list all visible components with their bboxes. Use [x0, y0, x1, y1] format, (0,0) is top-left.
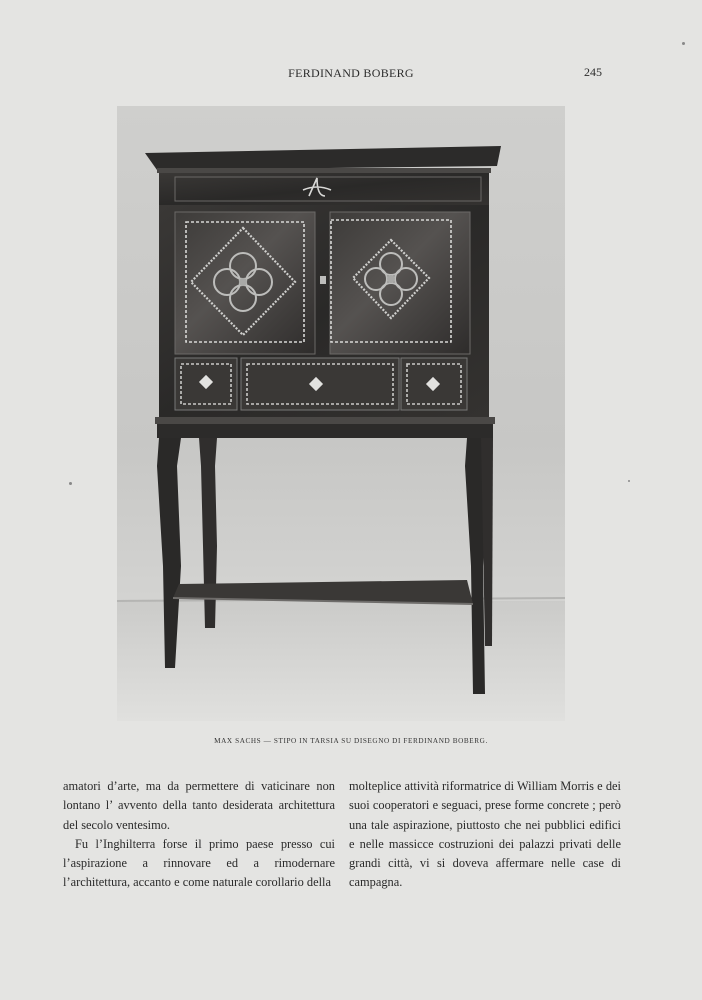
cabinet-right-door: [330, 212, 470, 354]
paper-speck: [628, 480, 630, 482]
text-column-right: [349, 777, 621, 893]
inlaid-cabinet-illustration: [117, 106, 565, 721]
text-column-left: [63, 777, 335, 893]
paper-speck: [682, 42, 685, 45]
cabinet-photograph: [117, 106, 565, 721]
floor: [117, 601, 565, 721]
cabinet-cornice: [145, 146, 501, 170]
cabinet-frieze: [159, 173, 489, 205]
figure-caption: MAX SACHS — STIPO IN TARSIA SU DISEGNO DI FERDINAND BOBERG.: [214, 737, 488, 745]
keyhole-escutcheon: [320, 276, 326, 284]
paragraph: Fu l’Inghilterra forse il primo paese presso cui l’aspirazione a rinnovare ed a rimodernare l’architettura, accanto e come naturale corollario della: [63, 836, 335, 890]
paragraph: molteplice attività riformatrice di William Morris e dei suoi cooperatori e seguaci, prese forme concrete ; però una tale aspirazione, piuttosto che nei pubblici edifici e nelle massicce costruzioni dei palazzi privati delle grandi città, vi si doveva affermare nelle case di campagna.: [349, 779, 621, 890]
stand-apron: [157, 424, 493, 438]
running-header-title: FERDINAND BOBERG: [288, 66, 414, 80]
paper-speck: [69, 482, 72, 485]
page-number: 245: [584, 65, 602, 79]
paragraph: amatori d’arte, ma da permettere di vaticinare non lontano l’ avvento della tanto desiderata architettura del secolo ventesimo.: [63, 779, 335, 832]
